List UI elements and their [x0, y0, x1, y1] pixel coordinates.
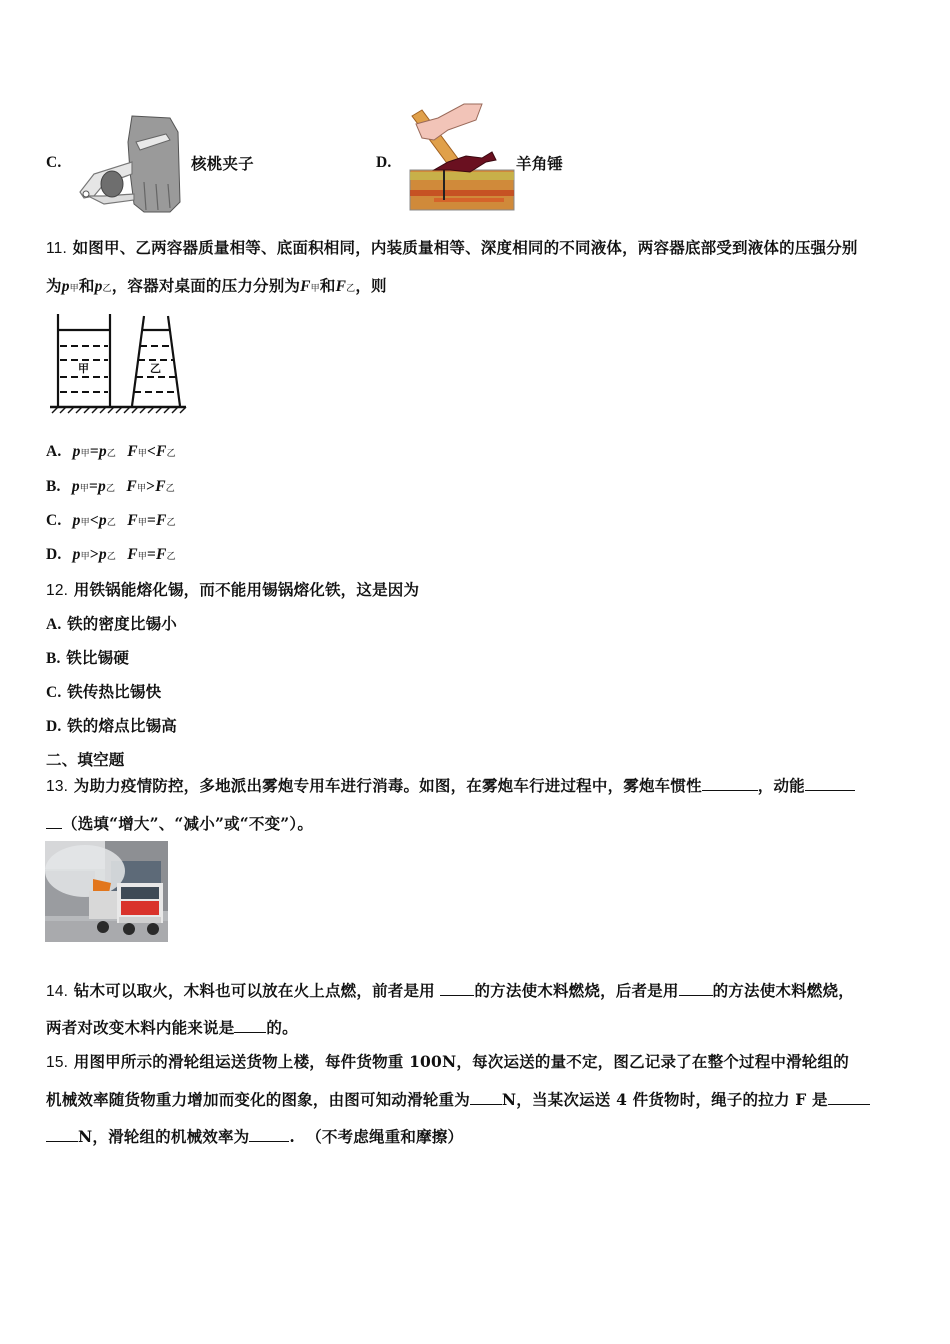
symbol-p: p — [94, 278, 103, 295]
answer-blank[interactable] — [440, 981, 474, 996]
containers-diagram — [48, 310, 188, 414]
symbol-p: p — [71, 478, 80, 495]
text: ，容器对桌面的压力分别为 — [111, 276, 301, 295]
relation: = — [88, 478, 99, 495]
option-text: 铁传热比锡快 — [67, 682, 162, 701]
q11-option-a — [46, 441, 176, 461]
symbol-F: F — [156, 546, 167, 563]
q12-text: 用铁锅能熔化锡，而不能用锡锅熔化铁，这是因为 — [73, 580, 420, 599]
symbol-F: F — [126, 478, 137, 495]
text: 机械效率随货物重力增加而变化的图象，由图可知动滑轮重为 — [46, 1090, 470, 1109]
option-text: 铁的密度比锡小 — [67, 614, 177, 633]
option-label: A. — [46, 616, 62, 633]
container-label-yi: 乙 — [150, 362, 161, 375]
claw-hammer-image — [404, 100, 516, 212]
q11-stem-line2 — [46, 274, 387, 296]
q11-option-d — [46, 544, 176, 564]
answer-blank[interactable] — [249, 1127, 289, 1142]
container-label-jia: 甲 — [78, 362, 89, 375]
text: 的方法使木料燃烧， — [712, 981, 854, 1000]
relation: > — [89, 546, 99, 563]
subscript: 甲 — [137, 449, 147, 459]
symbol-p: p — [72, 443, 81, 460]
question-number: 12. — [46, 582, 69, 599]
text: . — [289, 1127, 295, 1146]
option-label: D. — [46, 546, 62, 563]
option-label: C. — [46, 684, 62, 701]
relation: < — [89, 512, 99, 529]
subscript: 乙 — [106, 552, 117, 562]
option-label: C. — [46, 512, 62, 529]
symbol-F: F — [127, 443, 138, 460]
answer-blank[interactable] — [470, 1090, 502, 1105]
text: ，动能 — [757, 776, 805, 795]
q10-option-d — [376, 152, 391, 172]
text: 为助力疫情防控，多地派出雾炮专用车进行消毒。如图，在雾炮车行进过程中，雾炮车惯性 — [73, 776, 702, 795]
relation: = — [89, 443, 99, 460]
answer-blank-continued[interactable] — [46, 1127, 78, 1142]
text: （选填“增大”、“减小”或“不变”）。 — [62, 814, 314, 833]
subscript: 甲 — [79, 484, 89, 494]
relation: < — [146, 443, 157, 460]
question-number: 13. — [46, 778, 69, 795]
q11-option-c — [46, 510, 176, 530]
subscript: 甲 — [69, 284, 79, 294]
subscript: 乙 — [102, 284, 112, 294]
subscript: 甲 — [310, 284, 320, 294]
text: 和 — [319, 276, 336, 295]
text: 为 — [46, 276, 62, 295]
q15-stem-line3 — [46, 1125, 463, 1147]
answer-blank[interactable] — [702, 776, 758, 791]
option-label: D. — [376, 154, 392, 171]
q12-option-c — [46, 680, 161, 702]
q14-stem-line1 — [46, 979, 854, 1001]
answer-blank[interactable] — [828, 1090, 870, 1105]
q11-text: 如图甲、乙两容器质量相等、底面积相同，内装质量相等、深度相同的不同液体，两容器底部受到液体的压强分别 — [72, 238, 858, 257]
q13-stem-line1 — [46, 774, 855, 796]
symbol-p: p — [72, 512, 81, 529]
subscript: 甲 — [136, 484, 147, 494]
subscript: 甲 — [80, 449, 90, 459]
symbol-F: F — [300, 278, 311, 295]
symbol-F: F — [335, 278, 347, 295]
symbol-F: F — [156, 512, 167, 529]
relation: = — [146, 512, 157, 529]
relation: = — [146, 546, 157, 563]
subscript: 乙 — [105, 484, 116, 494]
symbol-p: p — [98, 546, 107, 563]
symbol-F: F — [156, 443, 167, 460]
text: （不考虑绳重和摩擦） — [306, 1127, 464, 1146]
question-number: 15. — [46, 1054, 69, 1071]
question-number: 14. — [46, 983, 69, 1000]
option-text: 铁比锡硬 — [66, 648, 130, 667]
q10-option-c — [46, 152, 61, 172]
answer-blank[interactable] — [805, 776, 855, 791]
symbol-p: p — [98, 443, 107, 460]
text: 和 — [78, 276, 95, 295]
subscript: 甲 — [80, 552, 90, 562]
q10-option-d-text: 羊角锤 — [516, 154, 564, 173]
answer-blank[interactable] — [679, 981, 713, 996]
symbol-F: F — [127, 546, 138, 563]
q12-stem — [46, 578, 419, 600]
q11-option-b — [46, 476, 175, 496]
section-title-fill-in: 二、填空题 — [46, 750, 125, 769]
symbol-p: p — [72, 546, 81, 563]
q12-option-b — [46, 646, 129, 668]
relation: > — [146, 478, 156, 495]
subscript: 甲 — [137, 552, 147, 562]
option-label: D. — [46, 718, 62, 735]
nutcracker-image — [74, 112, 190, 214]
option-label: A. — [46, 443, 62, 460]
text: N，滑轮组的机械效率为 — [78, 1127, 250, 1146]
symbol-p: p — [98, 512, 107, 529]
fog-cannon-truck-photo — [45, 841, 168, 942]
q11-stem-line1 — [46, 236, 858, 258]
symbol-p: p — [61, 278, 70, 295]
symbol-p: p — [98, 478, 106, 495]
text: 的。 — [266, 1018, 298, 1037]
text: ，则 — [355, 276, 387, 295]
text: 用图甲所示的滑轮组运送货物上楼，每件货物重 100N，每次运送的量不定，图乙记录了在整个过程中滑轮组的 — [73, 1052, 849, 1071]
subscript: 甲 — [80, 518, 90, 528]
text: 钻木可以取火，木料也可以放在火上点燃，前者是用 — [73, 981, 435, 1000]
subscript: 乙 — [166, 518, 176, 528]
option-label: C. — [46, 154, 62, 171]
option-text: 铁的熔点比锡高 — [67, 716, 177, 735]
q15-stem-line2 — [46, 1088, 870, 1110]
q10-option-c-text: 核桃夹子 — [191, 154, 254, 173]
text: N，当某次运送 4 件货物时，绳子的拉力 F 是 — [501, 1090, 828, 1109]
symbol-F: F — [127, 512, 138, 529]
subscript: 乙 — [165, 484, 175, 494]
subscript: 甲 — [137, 518, 147, 528]
q12-option-a — [46, 612, 177, 634]
text: 的方法使木料燃烧，后者是用 — [474, 981, 679, 1000]
option-label: B. — [46, 478, 61, 495]
subscript: 乙 — [166, 449, 176, 459]
subscript: 乙 — [106, 449, 117, 459]
subscript: 乙 — [106, 518, 117, 528]
option-label: B. — [46, 650, 61, 667]
question-number: 11. — [46, 240, 67, 257]
answer-blank-continued[interactable] — [46, 814, 62, 829]
q15-stem-line1 — [46, 1050, 849, 1072]
subscript: 乙 — [166, 552, 176, 562]
symbol-F: F — [155, 478, 166, 495]
q13-stem-line2 — [46, 812, 313, 834]
answer-blank[interactable] — [234, 1018, 266, 1033]
q12-option-d — [46, 714, 177, 736]
subscript: 乙 — [346, 284, 356, 294]
text: 两者对改变木料内能来说是 — [46, 1018, 235, 1037]
q14-stem-line2 — [46, 1016, 298, 1038]
